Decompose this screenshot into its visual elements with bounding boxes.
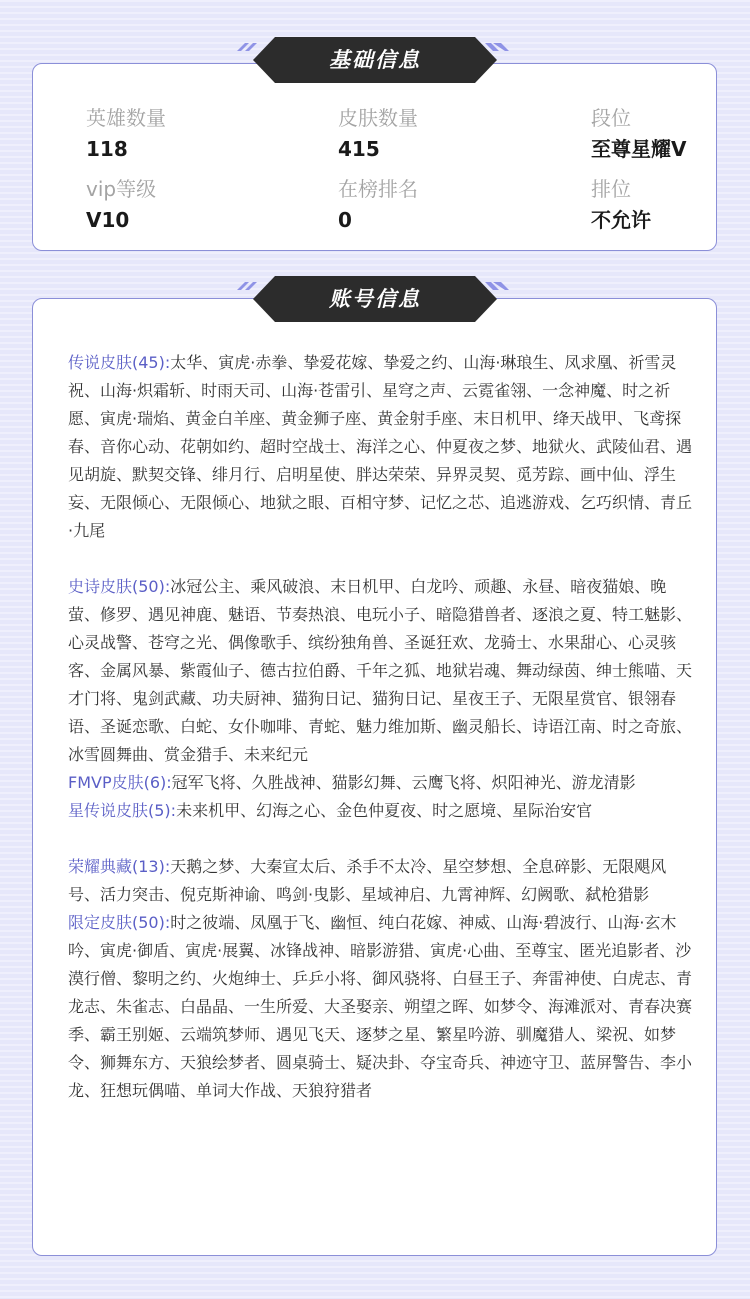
rank-tier-label: 段位 — [591, 106, 631, 130]
leaderboard-rank-field — [338, 176, 548, 233]
account-info-card — [32, 298, 717, 1256]
glory-collection-items: 天鹅之梦、大秦宣太后、杀手不太冷、星空梦想、全息碎影、无限飓风号、活力突击、倪克斯神谕、鸣剑·曳影、星域神启、九霄神辉、幻阙歌、弑枪猎影 — [68, 857, 667, 904]
glory-collection-label: 荣耀典藏(13): — [68, 857, 171, 876]
epic-skins-label: 史诗皮肤(50): — [68, 577, 171, 596]
ranked-allowed-label: 排位 — [591, 177, 631, 201]
basic-info-header-tag — [235, 37, 515, 83]
fmvp-skins-label: FMVP皮肤(6): — [68, 773, 172, 792]
leaderboard-rank-label: 在榜排名 — [338, 177, 418, 201]
vip-level-field — [86, 176, 296, 233]
rank-tier-value: 至尊星耀V — [591, 137, 687, 161]
limited-skins-items: 时之彼端、凤凰于飞、幽恒、纯白花嫁、神威、山海·碧波行、山海·玄木吟、寅虎·御盾、寅虎·展翼、冰锋战神、暗影游猎、寅虎·心曲、至尊宝、匿光追影者、沙漠行僧、黎明之约、火炮绅士、乒乒小将、御风骁将、白昼王子、奔雷神使、白虎志、青龙志、朱雀志、白晶晶、一生所爱、大圣娶亲、朔望之晖、如梦令、海滩派对、青春决赛季、霸王别姬、云端筑梦师、遇见飞天、逐梦之星、繁星吟游、驯魔猎人、梁祝、如梦令、狮舞东方、天狼绘梦者、圆桌骑士、疑决卦、夺宝奇兵、神迹守卫、蓝屏警告、李小龙、狂想玩偶喵、单词大作战、天狼狩猎者 — [68, 913, 693, 1100]
epic-skins-items: 冰冠公主、乘风破浪、末日机甲、白龙吟、顽趣、永昼、暗夜猫娘、晚萤、修罗、遇见神鹿、魅语、节奏热浪、电玩小子、暗隐猎兽者、逐浪之夏、特工魅影、心灵战警、苍穹之光、偶像歌手、缤纷独角兽、圣诞狂欢、龙骑士、水果甜心、心灵骇客、金属风暴、紫霞仙子、德古拉伯爵、千年之狐、地狱岩魂、舞动绿茵、绅士熊喵、天才门将、鬼剑武藏、功夫厨神、猫狗日记、猫狗日记、星夜王子、无限星赏官、银翎春语、圣诞恋歌、白蛇、女仆咖啡、青蛇、魅力维加斯、幽灵船长、诗语江南、时之奇旅、冰雪圆舞曲、赏金猎手、未来纪元 — [68, 577, 693, 764]
hero-count-field — [86, 105, 296, 162]
skin-count-value: 415 — [338, 137, 380, 161]
glory-collection-section — [68, 853, 693, 909]
ranked-allowed-value: 不允许 — [591, 208, 651, 232]
legendary-skins-section — [68, 349, 693, 545]
limited-skins-label: 限定皮肤(50): — [68, 913, 171, 932]
star-legendary-skins-section — [68, 797, 693, 825]
vip-level-value: V10 — [86, 208, 130, 232]
skin-list — [68, 349, 693, 1105]
legendary-skins-label: 传说皮肤(45): — [68, 353, 171, 372]
skin-count-field — [338, 105, 548, 162]
skin-count-label: 皮肤数量 — [338, 106, 418, 130]
basic-info-card — [32, 63, 717, 251]
hero-count-label: 英雄数量 — [86, 106, 166, 130]
limited-skins-section — [68, 909, 693, 1105]
basic-info-title: 基础信息 — [329, 48, 421, 72]
vip-level-label: vip等级 — [86, 177, 157, 201]
ranked-allowed-field — [591, 176, 750, 233]
star-legendary-skins-items: 未来机甲、幻海之心、金色仲夏夜、时之愿境、星际治安官 — [176, 801, 593, 820]
leaderboard-rank-value: 0 — [338, 208, 352, 232]
legendary-skins-items: 太华、寅虎·赤拳、挚爱花嫁、挚爱之约、山海·琳琅生、凤求凰、祈雪灵祝、山海·炽霜斩、时雨天司、山海·苍雷引、星穹之声、云霓雀翎、一念神魔、时之祈愿、寅虎·瑞焰、黄金白羊座、黄金狮子座、黄金射手座、末日机甲、绛天战甲、飞鸢探春、音你心动、花朝如约、超时空战士、海洋之心、仲夏夜之梦、地狱火、武陵仙君、遇见胡旋、默契交锋、绯月行、启明星使、胖达荣荣、异界灵契、觅芳踪、画中仙、浮生妄、无限倾心、无限倾心、地狱之眼、百相守梦、记忆之芯、追逃游戏、乞巧织情、青丘·九尾 — [68, 353, 693, 540]
rank-tier-field — [591, 105, 750, 162]
fmvp-skins-section — [68, 769, 693, 797]
hero-count-value: 118 — [86, 137, 128, 161]
account-info-title: 账号信息 — [329, 287, 421, 311]
epic-skins-section — [68, 573, 693, 769]
star-legendary-skins-label: 星传说皮肤(5): — [68, 801, 177, 820]
account-info-header-tag — [235, 276, 515, 322]
fmvp-skins-items: 冠军飞将、久胜战神、猫影幻舞、云鹰飞将、炽阳神光、游龙清影 — [171, 773, 636, 792]
